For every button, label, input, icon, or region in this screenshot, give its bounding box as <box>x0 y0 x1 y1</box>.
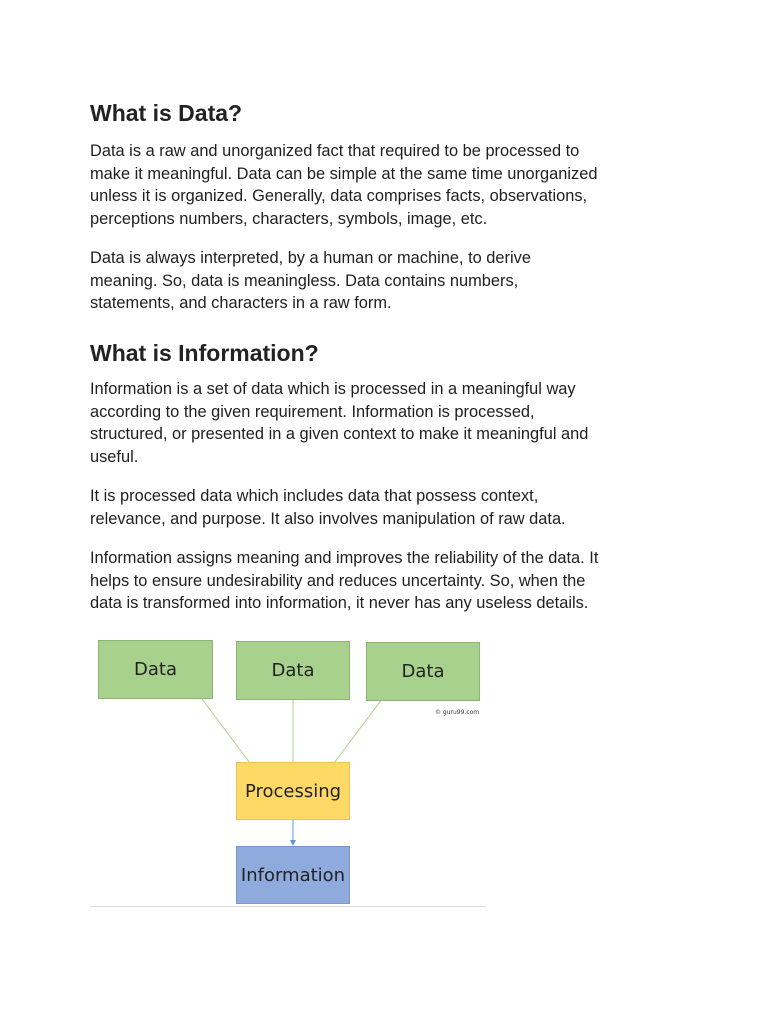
data-box-2: Data <box>236 641 350 700</box>
heading-what-is-data: What is Data? <box>90 100 243 126</box>
text-line: data is transformed into information, it never has any useless details. <box>90 594 589 613</box>
connector-line <box>334 699 382 763</box>
paragraph-data-definition <box>90 140 690 230</box>
text-line: relevance, and purpose. It also involves manipulation of raw data. <box>90 509 566 528</box>
text-line: statements, and characters in a raw form. <box>90 294 392 313</box>
text-line: meaning. So, data is meaningless. Data contains numbers, <box>90 271 519 290</box>
paragraph-processed-data <box>90 485 690 530</box>
text-line: It is processed data which includes data that possess context, <box>90 487 539 505</box>
text-line: unless it is organized. Generally, data comprises facts, observations, <box>90 187 588 206</box>
data-box-3: Data <box>366 642 480 701</box>
heading-what-is-information: What is Information? <box>90 340 319 366</box>
processing-box: Processing <box>236 762 350 820</box>
text-line: perceptions numbers, characters, symbols, image, etc. <box>90 209 488 228</box>
connector-line <box>202 699 250 763</box>
text-line: Data is a raw and unorganized fact that required to be processed to <box>90 142 580 160</box>
copyright-label: © guru99.com <box>435 709 480 716</box>
text-line: Information is a set of data which is processed in a meaningful way <box>90 380 576 398</box>
paragraph-information-definition <box>90 378 690 468</box>
divider <box>90 906 486 907</box>
information-box: Information <box>236 846 350 904</box>
text-line: useful. <box>90 447 139 466</box>
data-box-1: Data <box>98 640 213 699</box>
text-line: helps to ensure undesirability and reduces uncertainty. So, when the <box>90 571 586 590</box>
text-line: according to the given requirement. Information is processed, <box>90 402 535 421</box>
text-line: Information assigns meaning and improves the reliability of the data. It <box>90 549 599 567</box>
paragraph-data-interpretation <box>90 247 690 315</box>
data-to-information-diagram <box>90 635 490 910</box>
text-line: structured, or presented in a given context to make it meaningful and <box>90 425 589 444</box>
text-line: Data is always interpreted, by a human or machine, to derive <box>90 249 531 267</box>
paragraph-information-meaning <box>90 547 690 615</box>
text-line: make it meaningful. Data can be simple at the same time unorganized <box>90 164 598 183</box>
